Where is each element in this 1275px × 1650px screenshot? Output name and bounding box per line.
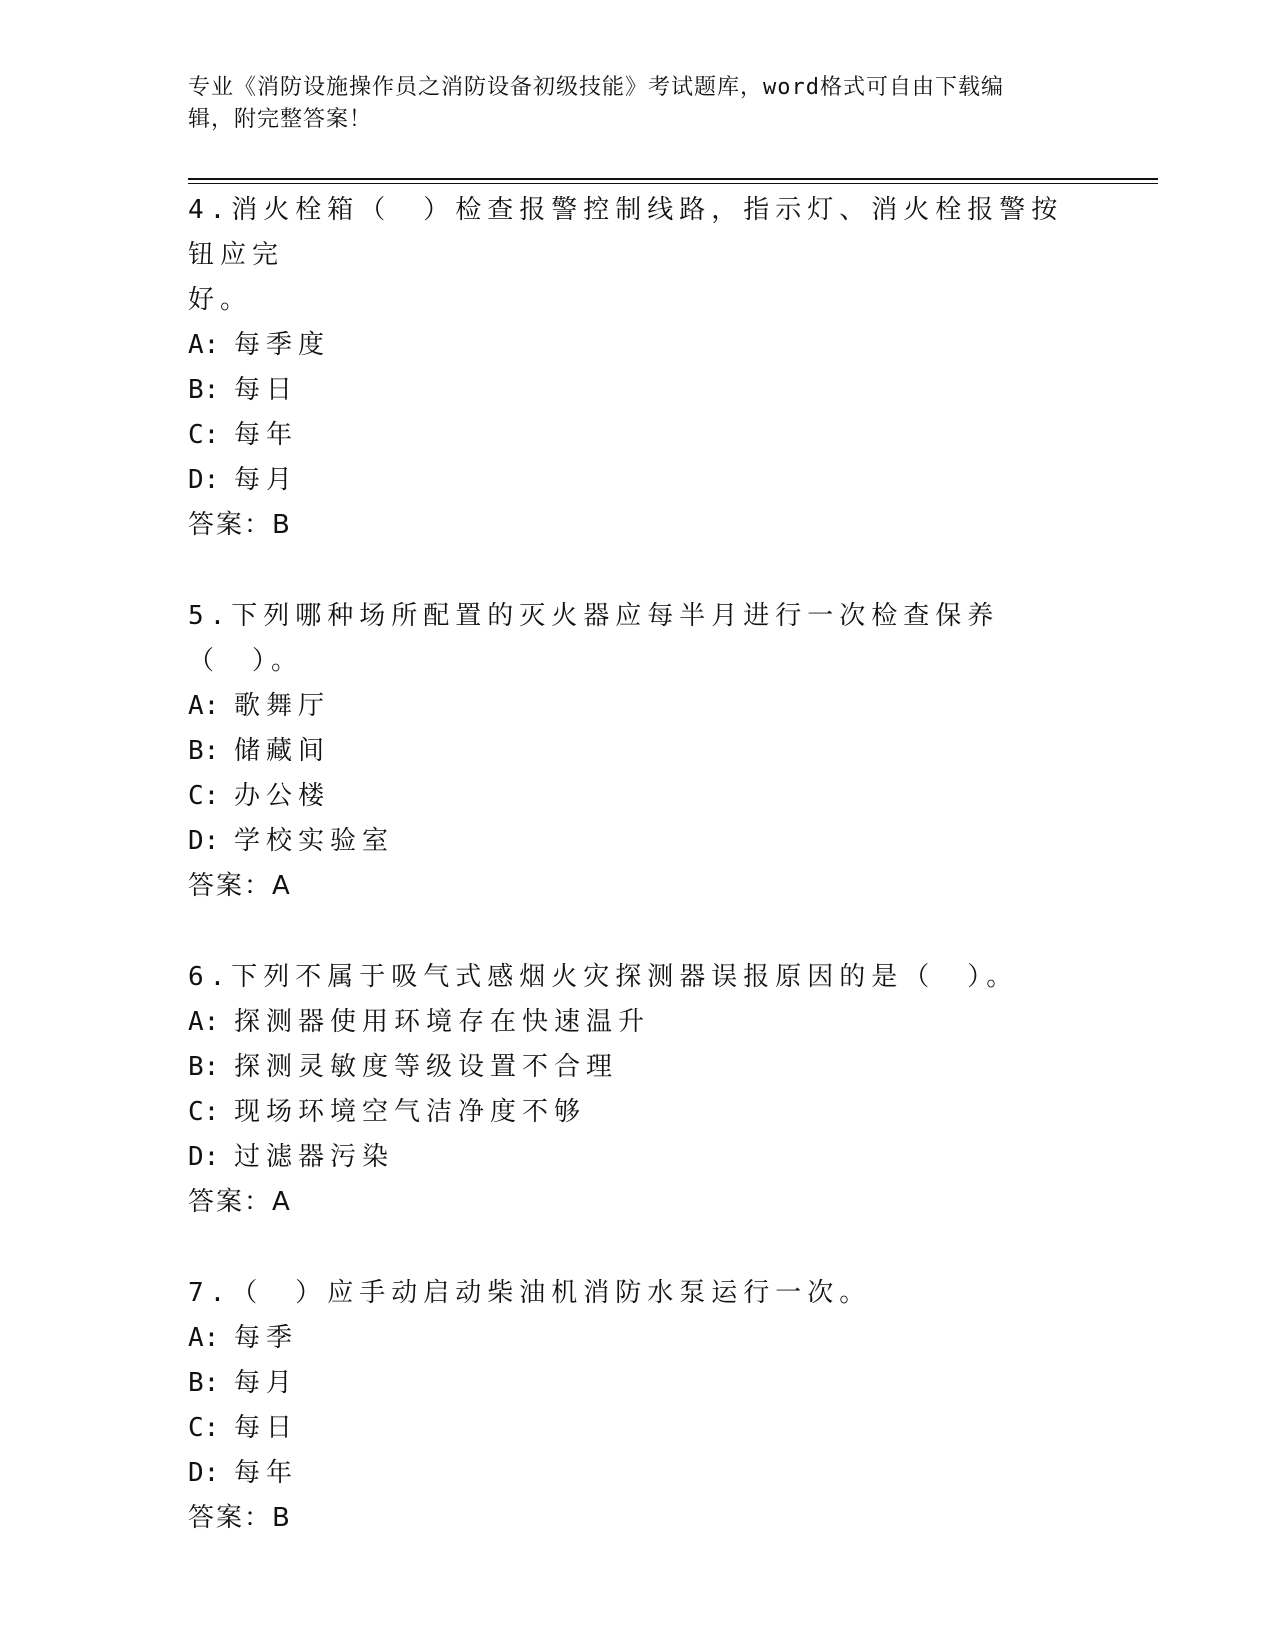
option-d — [188, 1135, 1068, 1180]
option-d — [188, 458, 1068, 503]
intro-line-2: 辑，附完整答案！ — [188, 107, 373, 132]
option-a — [188, 1316, 1068, 1361]
option-b — [188, 1361, 1068, 1406]
question-list — [188, 188, 1068, 1541]
option-a — [188, 684, 1068, 729]
answer-line: 答案：A — [188, 871, 292, 901]
question-stem: 5.下列哪种场所配置的灭火器应每半月进行一次检查保养（ ）。 — [188, 601, 1000, 676]
question-4 — [188, 188, 1068, 548]
option-text: 每月 — [234, 465, 299, 495]
option-text: 每日 — [234, 1413, 299, 1443]
option-b — [188, 368, 1068, 413]
option-text: 每年 — [234, 420, 299, 450]
option-letter: D: — [188, 1142, 220, 1172]
header-divider-thick — [188, 178, 1158, 180]
question-stem-continued: 好。 — [188, 285, 253, 315]
option-letter: B: — [188, 1052, 220, 1082]
question-spacer — [188, 548, 1068, 594]
question-stem: 6.下列不属于吸气式感烟火灾探测器误报原因的是（ ）。 — [188, 962, 1019, 992]
option-letter: B: — [188, 1368, 220, 1398]
answer-line: 答案：B — [188, 510, 292, 540]
header-divider-thin — [188, 183, 1158, 184]
option-letter: C: — [188, 1413, 220, 1443]
question-6 — [188, 955, 1068, 1225]
option-letter: C: — [188, 420, 220, 450]
option-b — [188, 729, 1068, 774]
option-d — [188, 1451, 1068, 1496]
option-text: 每年 — [234, 1458, 299, 1488]
option-d — [188, 819, 1068, 864]
option-letter: A: — [188, 691, 220, 721]
option-c — [188, 1406, 1068, 1451]
option-letter: D: — [188, 826, 220, 856]
question-stem: 7.（ ）应手动启动柴油机消防水泵运行一次。 — [188, 1278, 872, 1308]
option-letter: B: — [188, 375, 220, 405]
option-text: 探测灵敏度等级设置不合理 — [234, 1052, 619, 1082]
option-c — [188, 1090, 1068, 1135]
question-stem: 4.消火栓箱（ ）检查报警控制线路，指示灯、消火栓报警按钮应完 — [188, 195, 1064, 270]
option-letter: C: — [188, 1097, 220, 1127]
option-text: 学校实验室 — [234, 826, 395, 856]
option-b — [188, 1045, 1068, 1090]
option-text: 每月 — [234, 1368, 299, 1398]
option-text: 歌舞厅 — [234, 691, 331, 721]
question-5 — [188, 594, 1068, 909]
option-a — [188, 323, 1068, 368]
option-text: 办公楼 — [234, 781, 331, 811]
intro-line-1: 专业《消防设施操作员之消防设备初级技能》考试题库，word格式可自由下载编 — [188, 75, 1004, 100]
question-spacer — [188, 1225, 1068, 1271]
option-letter: A: — [188, 1007, 220, 1037]
option-text: 过滤器污染 — [234, 1142, 395, 1172]
option-letter: C: — [188, 781, 220, 811]
option-c — [188, 413, 1068, 458]
option-text: 每季度 — [234, 330, 331, 360]
option-text: 每日 — [234, 375, 299, 405]
option-text: 现场环境空气洁净度不够 — [234, 1097, 587, 1127]
option-a — [188, 1000, 1068, 1045]
question-spacer — [188, 909, 1068, 955]
answer-line: 答案：B — [188, 1503, 292, 1533]
option-text: 每季 — [234, 1323, 299, 1353]
option-text: 探测器使用环境存在快速温升 — [234, 1007, 651, 1037]
option-letter: A: — [188, 1323, 220, 1353]
question-7 — [188, 1271, 1068, 1541]
option-letter: B: — [188, 736, 220, 766]
option-letter: D: — [188, 465, 220, 495]
document-intro — [188, 72, 1068, 136]
option-c — [188, 774, 1068, 819]
option-text: 储藏间 — [234, 736, 331, 766]
answer-line: 答案：A — [188, 1187, 292, 1217]
option-letter: A: — [188, 330, 220, 360]
option-letter: D: — [188, 1458, 220, 1488]
